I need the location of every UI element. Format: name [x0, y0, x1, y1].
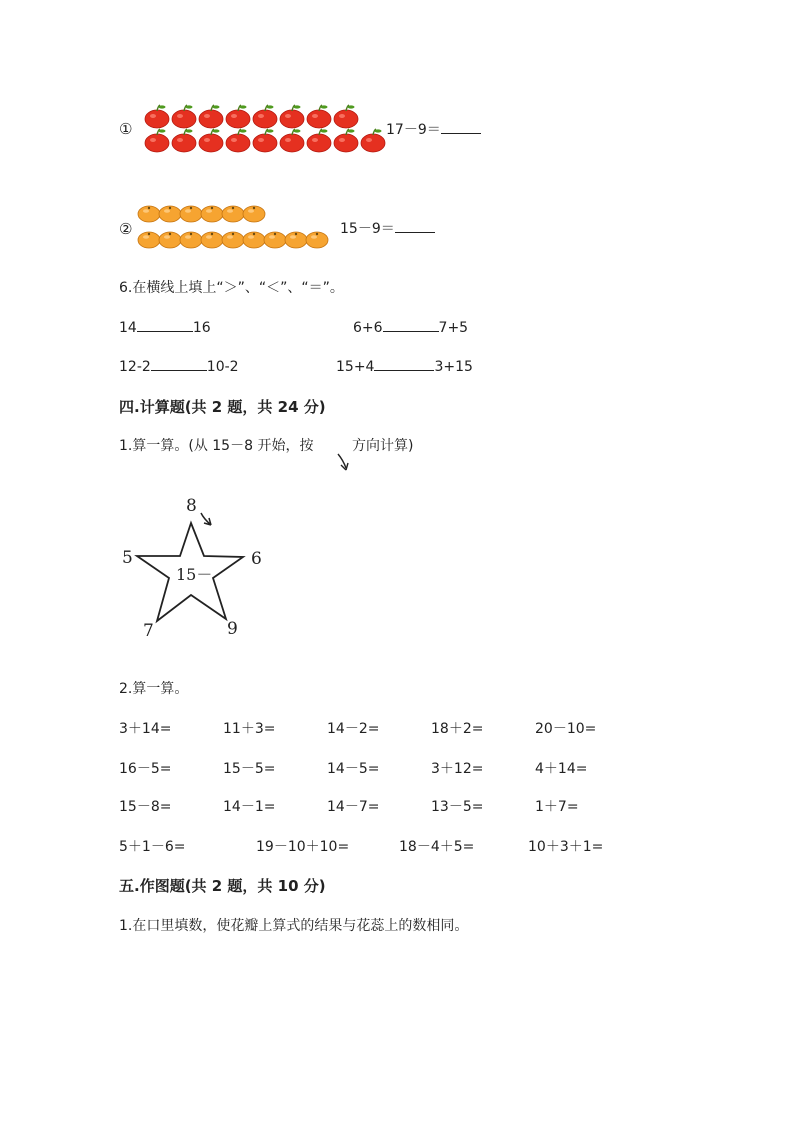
question-4-1-title-a: 1.算一算。(从 15－8 开始，按 — [119, 438, 314, 454]
question-4-2-title: 2.算一算。 — [119, 681, 189, 697]
apple-icon — [172, 105, 196, 128]
orange-icon — [285, 232, 307, 248]
apple-icon — [334, 129, 358, 152]
arith-item: 14－7= — [327, 799, 380, 815]
star-number-right: 6 — [251, 549, 262, 569]
apple-icon — [226, 129, 250, 152]
section-5-heading: 五.作图题(共 2 题，共 10 分) — [119, 877, 326, 895]
equation-1: 17－9＝ — [386, 123, 481, 137]
apple-icon — [199, 129, 223, 152]
apple-icon — [307, 129, 331, 152]
orange-icon — [159, 206, 181, 222]
arith-item: 14－5= — [327, 761, 380, 777]
orange-icon — [243, 232, 265, 248]
orange-icon — [201, 206, 223, 222]
star-number-top: 8 — [186, 496, 197, 516]
orange-icon — [222, 232, 244, 248]
compare-blank[interactable] — [137, 330, 193, 332]
item-marker-1: ① — [119, 120, 133, 138]
orange-icon — [264, 232, 286, 248]
arith-item: 5＋1－6= — [119, 839, 186, 855]
arith-item: 4＋14= — [535, 761, 588, 777]
compare-blank[interactable] — [374, 369, 434, 371]
compare-row: 15+4 3+15 — [336, 359, 473, 375]
compare-blank[interactable] — [383, 330, 439, 332]
star-number-left: 5 — [122, 548, 133, 568]
star-center-expression: 15－ — [176, 565, 213, 584]
arith-item: 15－5= — [223, 761, 276, 777]
orange-icon — [243, 206, 265, 222]
item-marker-2: ② — [119, 220, 133, 238]
arith-item: 13－5= — [431, 799, 484, 815]
orange-icon — [138, 206, 160, 222]
arith-item: 18＋2= — [431, 721, 484, 737]
arith-item: 18－4＋5= — [399, 839, 475, 855]
arith-item: 14－2= — [327, 721, 380, 737]
arith-item: 3＋14= — [119, 721, 172, 737]
orange-icon — [306, 232, 328, 248]
compare-blank[interactable] — [151, 369, 207, 371]
question-5-1-title: 1.在口里填数，使花瓣上算式的结果与花蕊上的数相同。 — [119, 918, 469, 934]
question-6-title: 6.在横线上填上“＞”、“＜”、“＝”。 — [119, 280, 344, 296]
arith-item: 15－8= — [119, 799, 172, 815]
apple-icon — [145, 129, 169, 152]
apple-icon — [334, 105, 358, 128]
compare-row: 14 16 — [119, 320, 211, 336]
apple-icon — [280, 129, 304, 152]
apple-icon — [253, 105, 277, 128]
apple-icon — [226, 105, 250, 128]
question-4-1-title-b: 方向计算) — [352, 438, 414, 454]
arith-item: 3＋12= — [431, 761, 484, 777]
orange-icon — [180, 206, 202, 222]
arith-item: 16－5= — [119, 761, 172, 777]
equation-2: 15－9＝ — [340, 222, 435, 236]
section-4-heading: 四.计算题(共 2 题，共 24 分) — [119, 398, 326, 416]
apple-icon — [361, 129, 385, 152]
orange-icon — [201, 232, 223, 248]
orange-icon — [222, 206, 244, 222]
apple-icon — [307, 105, 331, 128]
apple-icon — [199, 105, 223, 128]
apple-icon — [145, 105, 169, 128]
star-arrow-icon — [201, 513, 211, 525]
apple-icon — [172, 129, 196, 152]
orange-icon — [159, 232, 181, 248]
star-number-bottom-left: 7 — [143, 621, 154, 641]
arith-item: 14－1= — [223, 799, 276, 815]
orange-icon — [138, 232, 160, 248]
arith-item: 19－10＋10= — [256, 839, 350, 855]
arith-item: 1＋7= — [535, 799, 579, 815]
arith-item: 20－10= — [535, 721, 597, 737]
compare-row: 12-2 10-2 — [119, 359, 239, 375]
direction-arrow-icon — [334, 452, 354, 476]
orange-icon — [180, 232, 202, 248]
arith-item: 11＋3= — [223, 721, 276, 737]
answer-blank-1[interactable] — [441, 132, 481, 134]
answer-blank-2[interactable] — [395, 231, 435, 233]
compare-row: 6+6 7+5 — [353, 320, 469, 336]
apple-icon — [280, 105, 304, 128]
apple-icon — [253, 129, 277, 152]
arith-item: 10＋3＋1= — [528, 839, 604, 855]
star-number-bottom-right: 9 — [227, 619, 238, 639]
